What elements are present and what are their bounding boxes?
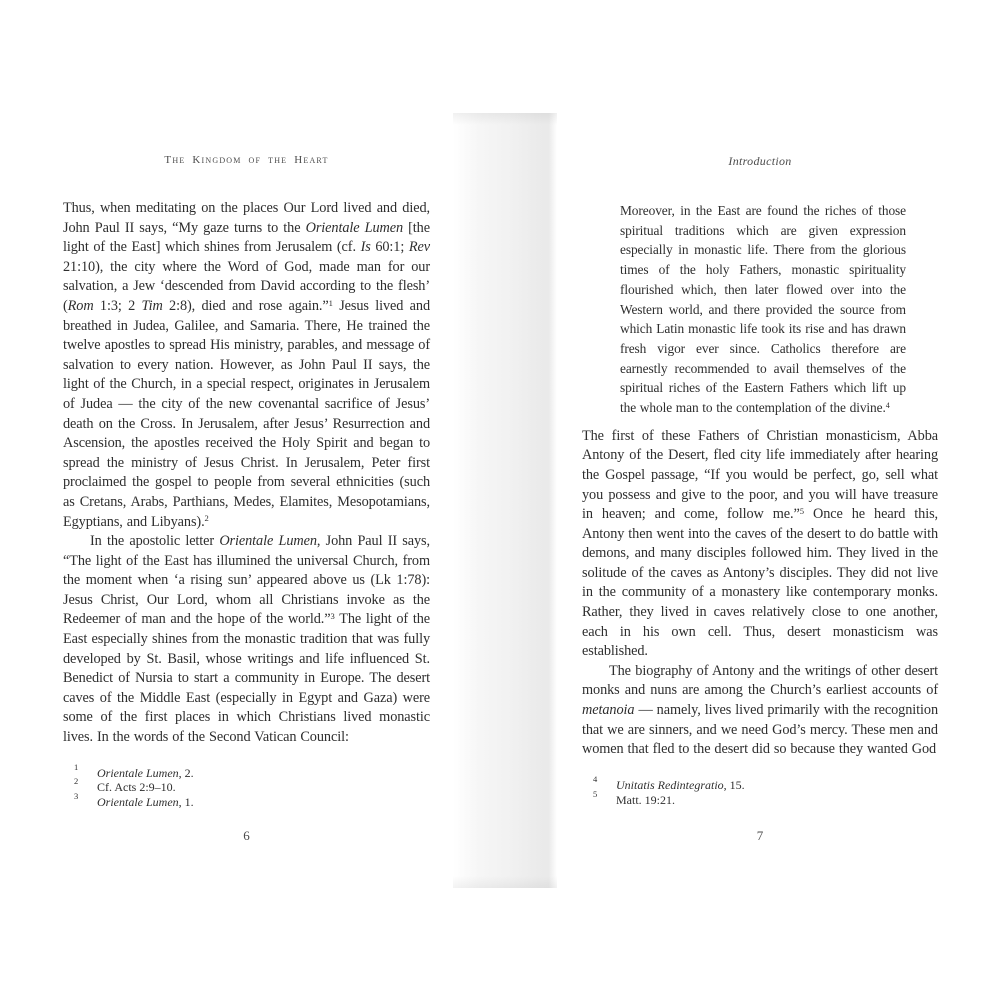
footnote-text: Cf. Acts 2:9–10. — [97, 780, 176, 795]
left-page-body — [63, 199, 430, 810]
left-page — [63, 0, 430, 1000]
footnotes-left — [63, 761, 430, 810]
running-head-right: Introduction — [728, 154, 792, 168]
book-gutter-shadow — [453, 113, 557, 888]
footnote-text: Orientale Lumen, 2. — [97, 765, 194, 780]
body-paragraph: Thus, when meditating on the places Our Lord lived and died, John Paul II says, “My gaze turns to the Orientale Lumen [the light of the East] which shines from Jerusalem (cf. Is 60:1; Rev 21:10), the city where the Word of God, made man for our salvation, a Jew ‘descended from David according to the flesh’ (Rom 1:3; 2 Tim 2:8), died and rose again.”$^1$ Jesus lived and breathed in Judea, Galilee, and Samaria. There, He trained the twelve apostles to spread His ministry, parables, and message of salvation to every nation. However, as John Paul II says, the light of the Church, in a special respect, originates in Jerusalem of Judea — the city of the new covenantal sacrifice of Jesus’ death on the Cross. In Jerusalem, after Jesus’ Resurrection and Ascension, the apostles received the Holy Spirit and began to spread the ministry of Jesus Christ. In Jerusalem, Peter first proclaimed the gospel to people from several ethnicities (such as Cretans, Arabs, Parthians, Medes, Elamites, Mesopotamians, Egyptians, and Libyans).$^2$ — [63, 200, 430, 530]
footnote-text: Orientale Lumen, 1. — [97, 795, 194, 810]
footnote: 3 Orientale Lumen, 1. — [74, 791, 194, 810]
footnote: 1 Orientale Lumen, 2. — [74, 761, 194, 780]
right-page — [582, 0, 938, 1000]
body-paragraph: The biography of Antony and the writings of other desert monks and nuns are among the Church’s earliest accounts of metanoia — namely, lives lived primarily with the recognition that we are sinners, and we need God’s mercy. These men and women that fled to the desert did so because they wanted God — [582, 662, 938, 758]
page-number-right: 7 — [756, 828, 764, 843]
block-quote: Moreover, in the East are found the riches of those spiritual traditions which are given expression especially in monastic life. There from the glorious times of the holy Fathers, monastic spirituality flourished which, then later flowed over into the Western world, and there provided the source from which Latin monastic life took its rise and has drawn fresh vigor ever since. Catholics therefore are earnestly recommended to avail themselves of the spiritual riches of the Eastern Fathers which lift up the whole man to the contemplation of the divine.$^4$ — [620, 203, 906, 416]
footnote: 4 Unitatis Redintegratio, 15. — [593, 773, 745, 792]
footnote-text: Matt. 19:21. — [616, 792, 675, 807]
body-paragraph: The first of these Fathers of Christian monasticism, Abba Antony of the Desert, fled city life immediately after hearing the Gospel passage, “If you would be perfect, go, sell what you possess and give to the poor, and you will have treasure in heaven; and come, follow me.”$^5$ Once he heard this, Antony then went into the caves of the desert to do battle with demons, and many disciples followed him. They lived in the solitude of the caves as Antony’s disciples. They did not live in the community of a monastery like contemporary monks. Rather, they lived in caves relatively close to one another, each in his own cell. Thus, desert monasticism was established. — [582, 427, 939, 660]
running-head-left: The Kingdom of the Heart — [164, 154, 329, 166]
body-paragraph: In the apostolic letter Orientale Lumen, John Paul II says, “The light of the East has illumined the universal Church, from the moment when ‘a rising sun’ appeared above us (Lk 1:78): Jesus Christ, Our Lord, whom all Christians invoke as the Redeemer of man and the hope of the world.”$^3$ The light of the East especially shines from the monastic tradition that was fully developed by St. Basil, whose writings and life influenced St. Benedict of Nursia to start a community in Europe. The desert caves of the Middle East (especially in Egypt and Gaza) were some of the first places in which Christians lived monastic lives. In the words of the Second Vatican Council: — [63, 533, 430, 746]
footnote-text: Unitatis Redintegratio, 15. — [616, 777, 745, 792]
page-number-left: 6 — [243, 828, 250, 843]
footnote: 2 Cf. Acts 2:9–10. — [74, 776, 176, 795]
footnote: 5 Matt. 19:21. — [593, 788, 675, 807]
right-page-body — [582, 201, 938, 807]
footnotes-right — [582, 773, 938, 808]
